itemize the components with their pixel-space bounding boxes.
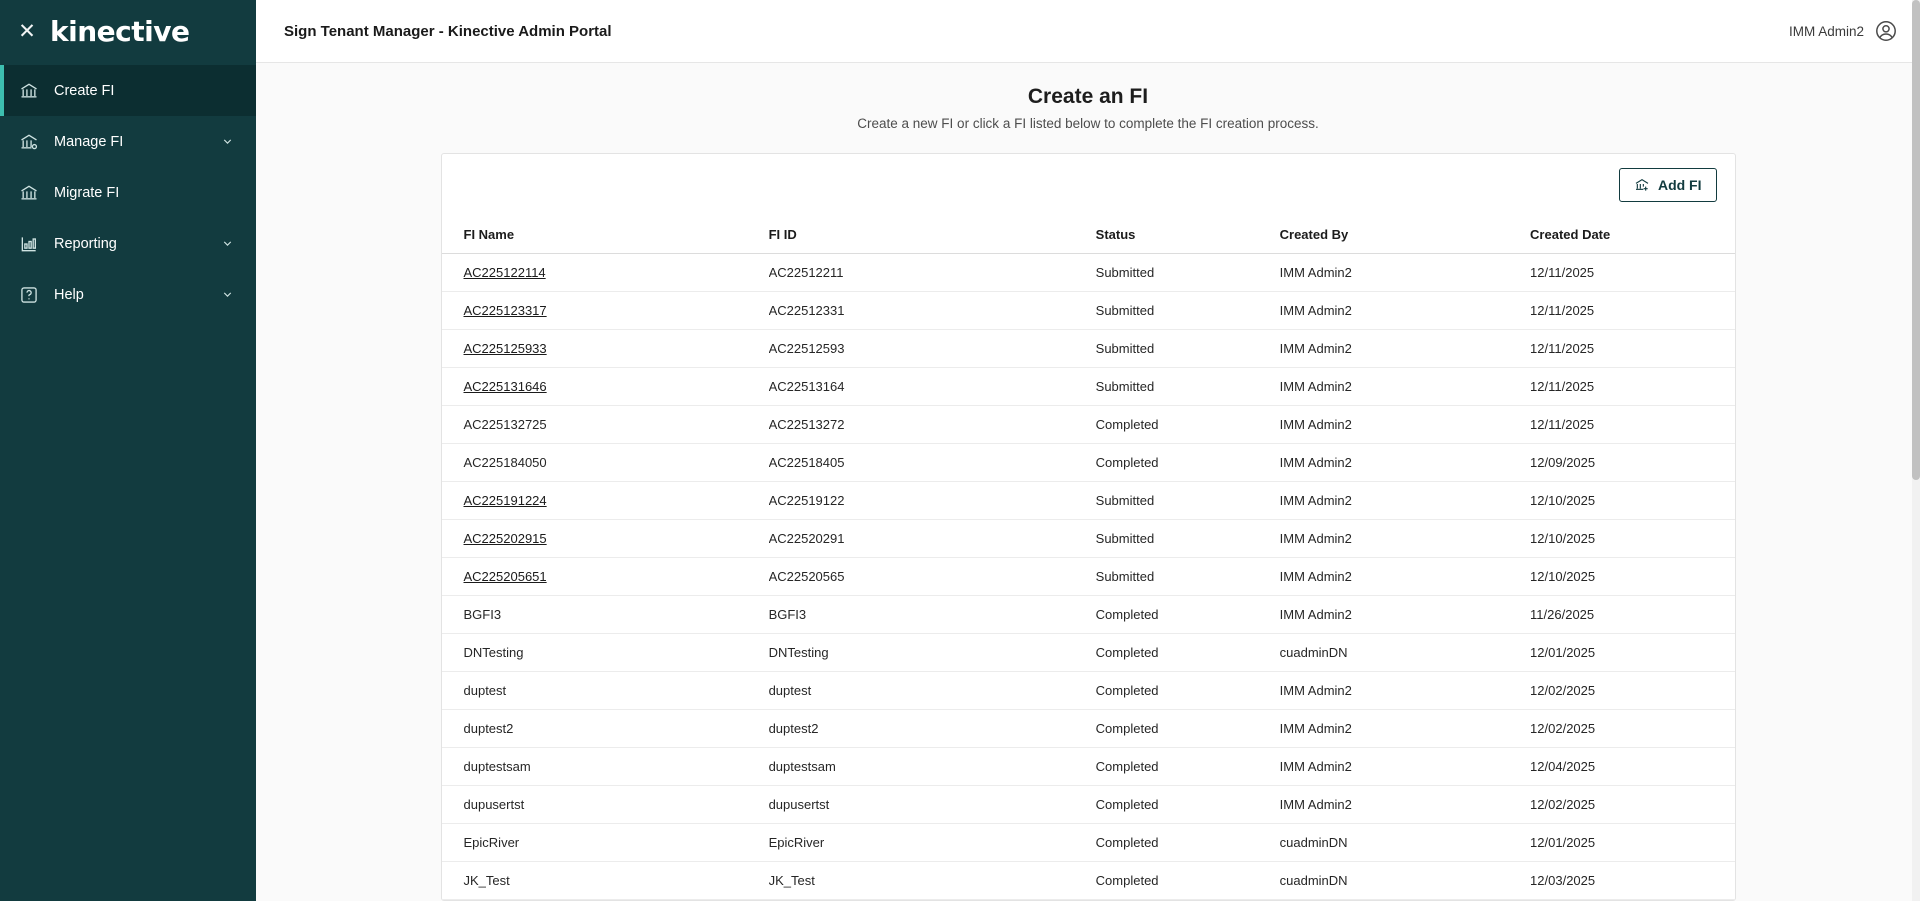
cell-status: Submitted (1096, 520, 1280, 558)
cell-created-date: 12/10/2025 (1530, 558, 1734, 596)
fi-table-body (442, 254, 1735, 900)
table-row[interactable] (442, 368, 1735, 406)
fi-table-header-row (442, 216, 1735, 254)
cell-created-by: IMM Admin2 (1280, 292, 1530, 330)
cell-fi-name: duptest (442, 672, 769, 710)
bank-move-icon (18, 182, 40, 204)
fi-table-head (442, 216, 1735, 254)
sidebar-item-help[interactable] (0, 269, 256, 320)
cell-fi-id: AC22520291 (769, 520, 1096, 558)
cell-created-by: IMM Admin2 (1280, 596, 1530, 634)
cell-fi-name: DNTesting (442, 634, 769, 672)
bank-plus-icon (1634, 177, 1650, 193)
table-row[interactable] (442, 596, 1735, 634)
cell-created-by: IMM Admin2 (1280, 672, 1530, 710)
fi-name-link[interactable]: AC225122114 (463, 265, 546, 280)
cell-fi-id: AC22520565 (769, 558, 1096, 596)
cell-fi-name[interactable] (442, 482, 769, 520)
table-row[interactable] (442, 634, 1735, 672)
cell-fi-id: AC22512593 (769, 330, 1096, 368)
page-subtitle: Create a new FI or click a FI listed below to complete the FI creation process. (857, 116, 1319, 131)
cell-created-date: 12/09/2025 (1530, 444, 1734, 482)
cell-fi-id: AC22512331 (769, 292, 1096, 330)
cell-created-date: 12/04/2025 (1530, 748, 1734, 786)
sidebar-nav (0, 65, 256, 320)
table-row[interactable] (442, 520, 1735, 558)
table-row[interactable] (442, 672, 1735, 710)
bank-gear-icon (18, 131, 40, 153)
fi-name-link[interactable]: AC225131646 (463, 379, 547, 394)
cell-created-by: IMM Admin2 (1280, 330, 1530, 368)
bar-chart-icon (18, 233, 40, 255)
cell-status: Completed (1096, 824, 1280, 862)
cell-fi-id: dupusertst (769, 786, 1096, 824)
topbar (256, 0, 1920, 63)
sidebar-item-label: Migrate FI (54, 184, 120, 201)
fi-name-link[interactable]: AC225123317 (463, 303, 547, 318)
cell-status: Submitted (1096, 330, 1280, 368)
table-row[interactable] (442, 292, 1735, 330)
user-circle-icon[interactable] (1874, 19, 1898, 43)
sidebar-item-label: Reporting (54, 235, 117, 252)
cell-status: Completed (1096, 444, 1280, 482)
cell-fi-name: AC225132725 (442, 406, 769, 444)
cell-fi-name: AC225184050 (442, 444, 769, 482)
sidebar-item-label: Help (54, 286, 84, 303)
cell-fi-name: JK_Test (442, 862, 769, 900)
cell-created-by: IMM Admin2 (1280, 710, 1530, 748)
cell-fi-id: AC22518405 (769, 444, 1096, 482)
cell-fi-name[interactable] (442, 254, 769, 292)
cell-created-date: 12/02/2025 (1530, 710, 1734, 748)
cell-fi-id: BGFI3 (769, 596, 1096, 634)
column-header-fi-name[interactable]: FI Name (442, 216, 769, 254)
cell-status: Completed (1096, 672, 1280, 710)
page-title-bar: Sign Tenant Manager - Kinective Admin Portal (284, 22, 612, 40)
sidebar-item-create-fi[interactable] (0, 65, 256, 116)
fi-name-link[interactable]: AC225125933 (463, 341, 547, 356)
sidebar-header (0, 0, 256, 63)
cell-status: Submitted (1096, 292, 1280, 330)
page-title: Create an FI (1027, 85, 1149, 108)
cell-fi-id: DNTesting (769, 634, 1096, 672)
cell-created-by: IMM Admin2 (1280, 368, 1530, 406)
cell-created-by: cuadminDN (1280, 824, 1530, 862)
bank-icon (18, 80, 40, 102)
column-header-created-by[interactable]: Created By (1280, 216, 1530, 254)
cell-fi-name[interactable] (442, 330, 769, 368)
cell-created-by: cuadminDN (1280, 862, 1530, 900)
cell-created-date: 12/03/2025 (1530, 862, 1734, 900)
add-fi-button[interactable] (1619, 168, 1717, 202)
fi-name-link[interactable]: AC225202915 (463, 531, 547, 546)
sidebar-item-migrate-fi[interactable] (0, 167, 256, 218)
cell-created-by: IMM Admin2 (1280, 482, 1530, 520)
cell-status: Submitted (1096, 254, 1280, 292)
table-row[interactable] (442, 254, 1735, 292)
cell-status: Completed (1096, 862, 1280, 900)
column-header-created-date[interactable]: Created Date (1530, 216, 1734, 254)
cell-created-date: 12/11/2025 (1530, 368, 1734, 406)
sidebar (0, 0, 256, 901)
table-row[interactable] (442, 862, 1735, 900)
cell-fi-id: duptestsam (769, 748, 1096, 786)
chevron-down-icon[interactable] (220, 288, 234, 302)
cell-status: Completed (1096, 634, 1280, 672)
cell-created-by: cuadminDN (1280, 634, 1530, 672)
column-header-fi-id[interactable]: FI ID (769, 216, 1096, 254)
cell-fi-id: duptest2 (769, 710, 1096, 748)
page-header (256, 85, 1920, 131)
cell-fi-name: EpicRiver (442, 824, 769, 862)
add-fi-label: Add FI (1657, 177, 1702, 193)
content-area (256, 63, 1920, 901)
cell-fi-id: AC22513272 (769, 406, 1096, 444)
cell-fi-name: duptest2 (442, 710, 769, 748)
cell-created-date: 11/26/2025 (1530, 596, 1734, 634)
cell-status: Submitted (1096, 482, 1280, 520)
table-row[interactable] (442, 330, 1735, 368)
cell-created-date: 12/11/2025 (1530, 292, 1734, 330)
table-row[interactable] (442, 558, 1735, 596)
cell-created-by: IMM Admin2 (1280, 406, 1530, 444)
cell-created-by: IMM Admin2 (1280, 520, 1530, 558)
cell-created-date: 12/10/2025 (1530, 520, 1734, 558)
table-row[interactable] (442, 748, 1735, 786)
cell-status: Submitted (1096, 558, 1280, 596)
cell-fi-name: BGFI3 (442, 596, 769, 634)
help-icon (18, 284, 40, 306)
cell-fi-name[interactable] (442, 368, 769, 406)
cell-created-date: 12/10/2025 (1530, 482, 1734, 520)
cell-fi-id: AC22512211 (769, 254, 1096, 292)
fi-name-link[interactable]: AC225205651 (463, 569, 547, 584)
page-scrollbar[interactable] (1912, 0, 1920, 901)
sidebar-item-manage-fi[interactable] (0, 116, 256, 167)
cell-status: Completed (1096, 596, 1280, 634)
cell-status: Completed (1096, 786, 1280, 824)
cell-status: Completed (1096, 710, 1280, 748)
table-row[interactable] (442, 482, 1735, 520)
cell-created-date: 12/01/2025 (1530, 824, 1734, 862)
cell-created-date: 12/01/2025 (1530, 634, 1734, 672)
chevron-down-icon[interactable] (220, 237, 234, 251)
cell-created-date: 12/02/2025 (1530, 786, 1734, 824)
fi-name-link[interactable]: AC225191224 (463, 493, 547, 508)
cell-created-by: IMM Admin2 (1280, 558, 1530, 596)
brand-logo[interactable]: kinective (50, 15, 190, 48)
cell-fi-id: duptest (769, 672, 1096, 710)
cell-fi-name: dupusertst (442, 786, 769, 824)
cell-created-by: IMM Admin2 (1280, 786, 1530, 824)
sidebar-item-label: Create FI (54, 82, 115, 99)
cell-fi-id: AC22513164 (769, 368, 1096, 406)
sidebar-item-reporting[interactable] (0, 218, 256, 269)
cell-fi-name[interactable] (442, 558, 769, 596)
cell-fi-name[interactable] (442, 292, 769, 330)
fi-list-card (441, 153, 1736, 901)
cell-status: Completed (1096, 406, 1280, 444)
cell-fi-name: duptestsam (442, 748, 769, 786)
cell-fi-id: AC22519122 (769, 482, 1096, 520)
scrollbar-thumb[interactable] (1912, 0, 1920, 480)
cell-created-by: IMM Admin2 (1280, 444, 1530, 482)
sidebar-item-label: Manage FI (54, 133, 124, 150)
main-area (256, 0, 1920, 901)
cell-created-date: 12/02/2025 (1530, 672, 1734, 710)
cell-created-date: 12/11/2025 (1530, 330, 1734, 368)
table-row[interactable] (442, 786, 1735, 824)
cell-status: Submitted (1096, 368, 1280, 406)
card-toolbar (442, 154, 1735, 216)
table-row[interactable] (442, 824, 1735, 862)
chevron-down-icon[interactable] (220, 135, 234, 149)
table-row[interactable] (442, 444, 1735, 482)
close-icon[interactable]: ✕ (18, 20, 36, 43)
topbar-user-area[interactable] (1789, 19, 1898, 43)
column-header-status[interactable]: Status (1096, 216, 1280, 254)
cell-status: Completed (1096, 748, 1280, 786)
fi-table (442, 216, 1735, 900)
cell-created-by: IMM Admin2 (1280, 254, 1530, 292)
table-row[interactable] (442, 710, 1735, 748)
cell-fi-name[interactable] (442, 520, 769, 558)
user-name: IMM Admin2 (1788, 23, 1864, 39)
cell-created-date: 12/11/2025 (1530, 406, 1734, 444)
table-row[interactable] (442, 406, 1735, 444)
cell-fi-id: EpicRiver (769, 824, 1096, 862)
cell-created-by: IMM Admin2 (1280, 748, 1530, 786)
cell-fi-id: JK_Test (769, 862, 1096, 900)
cell-created-date: 12/11/2025 (1530, 254, 1734, 292)
